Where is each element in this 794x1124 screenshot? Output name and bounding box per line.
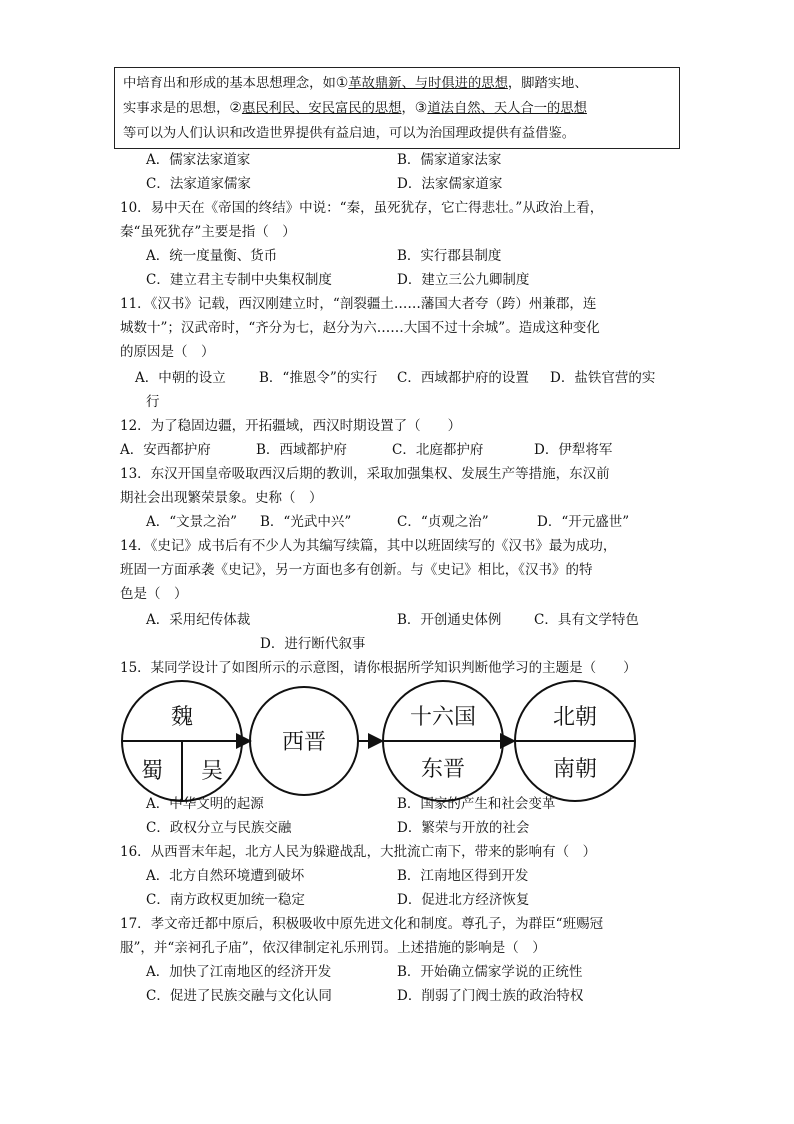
q10-stem-line-1: 10．易中天在《帝国的终结》中说：“秦，虽死犹存，它亡得悲壮。”从政治上看， xyxy=(120,200,604,216)
q15-option-d[interactable]: D．繁荣与开放的社会 xyxy=(397,820,530,836)
q17-option-b[interactable]: B．开始确立儒家学说的正统性 xyxy=(397,964,583,980)
q9-option-b[interactable]: B．儒家道家法家 xyxy=(397,152,502,168)
q10-option-a[interactable]: A．统一度量衡、货币 xyxy=(146,248,278,264)
q11-option-b[interactable]: B．“推恩令”的实行 xyxy=(259,370,378,386)
q16-option-a[interactable]: A．北方自然环境遭到破坏 xyxy=(146,868,305,884)
q15-option-b[interactable]: B．国家的产生和社会变革 xyxy=(397,796,556,812)
label-shu: 蜀 xyxy=(140,759,164,784)
q11-option-d-wrap: 行 xyxy=(146,394,160,410)
label-xijin: 西晋 xyxy=(281,730,327,755)
q17-option-c[interactable]: C．促进了民族交融与文化认同 xyxy=(146,988,332,1004)
q15-option-c[interactable]: C．政权分立与民族交融 xyxy=(146,820,292,836)
q17-stem-line-1: 17．孝文帝迁都中原后，积极吸收中原先进文化和制度。尊孔子，为群臣“班赐冠 xyxy=(120,916,604,932)
passage-text: ， xyxy=(401,101,415,116)
q13-option-c[interactable]: C．“贞观之治” xyxy=(397,514,489,530)
q13-stem-line-1: 13．东汉开国皇帝吸取西汉后期的教训，采取加强集权、发展生产等措施，东汉前 xyxy=(120,466,610,482)
q11-stem-line-3: 的原因是（ ） xyxy=(120,344,215,360)
q17-stem-line-2: 服”，并“亲祠孔子庙”，依汉律制定礼乐刑罚。上述措施的影响是（ ） xyxy=(120,940,546,956)
label-shiliuguo: 十六国 xyxy=(409,705,477,730)
q10-option-c[interactable]: C．建立君主专制中央集权制度 xyxy=(146,272,332,288)
q12-option-c[interactable]: C．北庭都护府 xyxy=(392,442,484,458)
q10-option-d[interactable]: D．建立三公九卿制度 xyxy=(397,272,530,288)
q13-option-a[interactable]: A．“文景之治” xyxy=(146,514,238,530)
q17-option-a[interactable]: A．加快了江南地区的经济开发 xyxy=(146,964,332,980)
q9-option-d[interactable]: D．法家儒家道家 xyxy=(397,176,503,192)
q11-stem-line-2: 城数十”；汉武帝时，“齐分为七，赵分为六……大国不过十余城”。造成这种变化 xyxy=(120,320,600,336)
marker-1: ① xyxy=(335,75,349,91)
q14-option-d[interactable]: D．进行断代叙事 xyxy=(260,636,366,652)
q10-stem-line-2: 秦“虽死犹存”主要是指（ ） xyxy=(120,224,296,240)
q14-option-b[interactable]: B．开创通史体例 xyxy=(397,612,502,628)
passage-line-3: 等可以为人们认识和改造世界提供有益启迪，可以为治国理政提供有益借鉴。 xyxy=(123,126,576,141)
q14-stem-line-2: 班固一方面承袭《史记》，另一方面也多有创新。与《史记》相比，《汉书》的特 xyxy=(120,562,593,578)
q16-stem: 16．从西晋末年起，北方人民为躲避战乱，大批流亡南下，带来的影响有（ ） xyxy=(120,844,597,860)
q11-option-a[interactable]: A．中朝的设立 xyxy=(135,370,226,386)
q14-option-c[interactable]: C．具有文学特色 xyxy=(534,612,639,628)
label-wu: 吴 xyxy=(200,759,224,784)
label-nanchao: 南朝 xyxy=(552,757,598,782)
passage-text: 实事求是的思想， xyxy=(123,101,230,116)
underlined-phrase-2: 惠民利民、安民富民的思想 xyxy=(241,101,402,116)
q12-option-a[interactable]: A．安西都护府 xyxy=(120,442,211,458)
q15-stem: 15．某同学设计了如图所示的示意图，请你根据所学知识判断他学习的主题是（ ） xyxy=(120,660,637,676)
marker-2: ② xyxy=(229,100,242,116)
q12-stem: 12．为了稳固边疆，开拓疆域，西汉时期设置了（ ） xyxy=(120,418,462,434)
label-dongjin: 东晋 xyxy=(420,757,466,782)
underlined-phrase-1: 革故鼎新、与时俱进的思想 xyxy=(348,76,508,91)
q14-stem-line-3: 色是（ ） xyxy=(120,586,188,602)
passage-text: ，脚踏实地、 xyxy=(507,76,588,91)
label-wei: 魏 xyxy=(170,705,194,730)
marker-3: ③ xyxy=(414,100,428,116)
q13-option-d[interactable]: D．“开元盛世” xyxy=(537,514,630,530)
q11-option-c[interactable]: C．西域都护府的设置 xyxy=(397,370,529,386)
q14-option-a[interactable]: A．采用纪传体裁 xyxy=(146,612,251,628)
q9-option-c[interactable]: C．法家道家儒家 xyxy=(146,176,251,192)
q13-option-b[interactable]: B．“光武中兴” xyxy=(260,514,352,530)
q9-option-a[interactable]: A．儒家法家道家 xyxy=(146,152,251,168)
q16-option-c[interactable]: C．南方政权更加统一稳定 xyxy=(146,892,305,908)
q13-stem-line-2: 期社会出现繁荣景象。史称（ ） xyxy=(120,490,323,506)
q15-option-a[interactable]: A．中华文明的起源 xyxy=(146,796,264,812)
label-beichao: 北朝 xyxy=(552,705,598,730)
q16-option-b[interactable]: B．江南地区得到开发 xyxy=(397,868,529,884)
q16-option-d[interactable]: D．促进北方经济恢复 xyxy=(397,892,530,908)
q12-option-b[interactable]: B．西域都护府 xyxy=(256,442,347,458)
q11-option-d[interactable]: D．盐铁官营的实 xyxy=(550,370,656,386)
q10-option-b[interactable]: B．实行郡县制度 xyxy=(397,248,502,264)
q11-stem-line-1: 11．《汉书》记载，西汉刚建立时，“剖裂疆土……藩国大者夸（跨）州兼郡，连 xyxy=(120,296,597,312)
q17-option-d[interactable]: D．削弱了门阀士族的政治特权 xyxy=(397,988,584,1004)
passage-text: 中培育出和形成的基本思想理念，如 xyxy=(123,76,336,91)
q14-stem-line-1: 14．《史记》成书后有不少人为其编写续篇，其中以班固续写的《汉书》最为成功， xyxy=(120,538,617,554)
underlined-phrase-3: 道法自然、天人合一的思想 xyxy=(427,101,587,116)
q12-option-d[interactable]: D．伊犁将军 xyxy=(534,442,613,458)
